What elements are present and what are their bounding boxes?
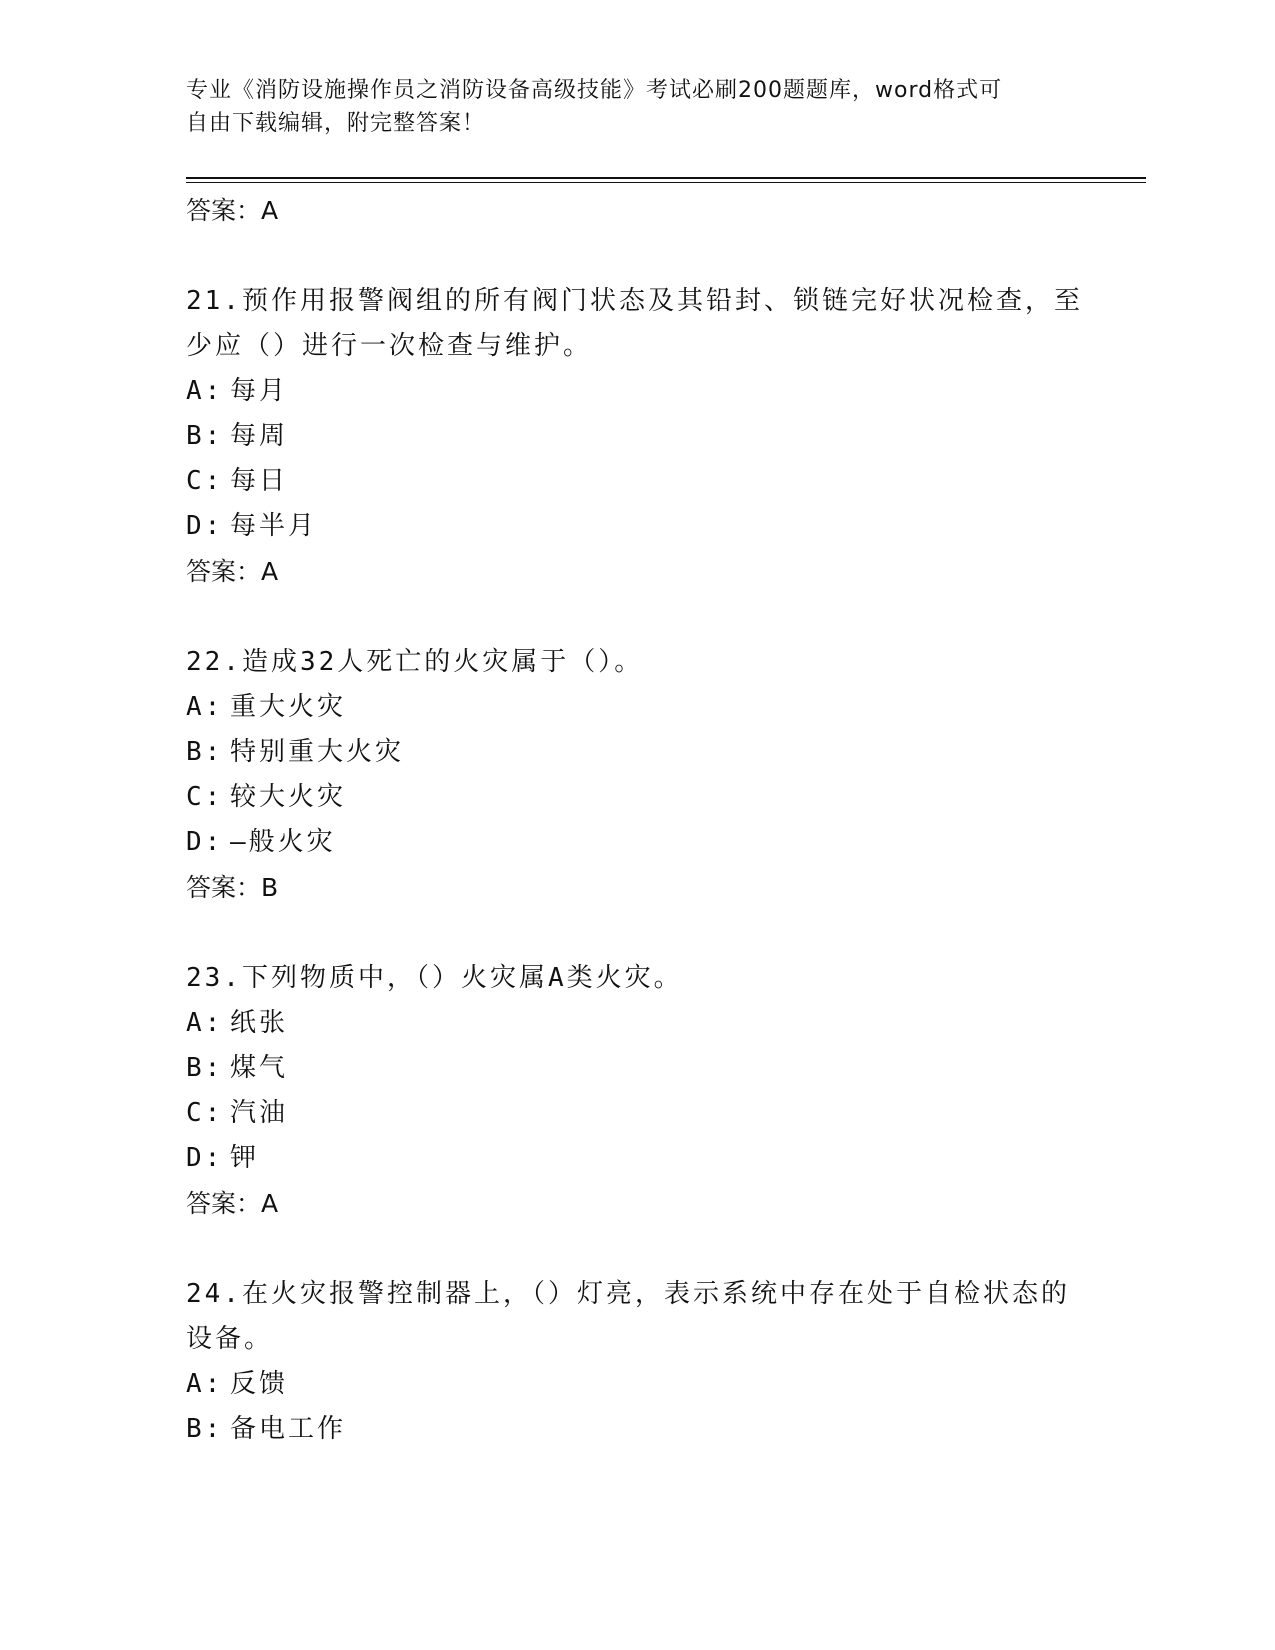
- header-line-1: 专业《消防设施操作员之消防设备高级技能》考试必刷200题题库，word格式可: [186, 78, 1003, 103]
- option-letter: B:: [186, 421, 224, 451]
- option-letter: D:: [186, 1143, 224, 1173]
- answer-line: 答案：A: [186, 557, 279, 586]
- option-letter: A:: [186, 1008, 224, 1038]
- option-letter: B:: [186, 1053, 224, 1083]
- option-d: [186, 504, 1086, 549]
- question-text: 22.造成32人死亡的火灾属于（）。: [186, 647, 644, 677]
- option-c: [186, 775, 1086, 820]
- header-line-2: 自由下载编辑，附完整答案！: [186, 111, 486, 136]
- option-text: 特别重大火灾: [230, 737, 405, 767]
- question-text: 21.预作用报警阀组的所有阀门状态及其铅封、锁链完好状况检查，至: [186, 286, 1083, 316]
- option-text: 每月: [230, 376, 289, 406]
- option-letter: A:: [186, 376, 224, 406]
- option-letter: C:: [186, 466, 224, 496]
- option-text: 反馈: [230, 1369, 289, 1399]
- option-a: [186, 1362, 1086, 1407]
- option-b: [186, 730, 1086, 775]
- question-block-21: [186, 279, 1086, 594]
- answer-line: 答案：A: [186, 1189, 279, 1218]
- option-letter: C:: [186, 1098, 224, 1128]
- option-a: [186, 1001, 1086, 1046]
- option-text: 钾: [230, 1143, 260, 1173]
- option-c: [186, 459, 1086, 504]
- question-block-23: [186, 956, 1086, 1226]
- option-text: 汽油: [230, 1098, 289, 1128]
- option-text: 每日: [230, 466, 289, 496]
- option-a: [186, 369, 1086, 414]
- option-letter: D:: [186, 827, 224, 857]
- document-header: [186, 74, 1066, 140]
- previous-answer: 答案：A: [186, 196, 279, 225]
- option-text: 纸张: [230, 1008, 289, 1038]
- option-a: [186, 685, 1086, 730]
- question-text: 23.下列物质中，（）火灾属A类火灾。: [186, 963, 683, 993]
- header-divider-thick: [186, 177, 1146, 179]
- answer-line: 答案：B: [186, 873, 279, 902]
- option-letter: C:: [186, 782, 224, 812]
- option-d: [186, 820, 1086, 865]
- question-text-continued: 设备。: [186, 1324, 274, 1354]
- option-letter: D:: [186, 511, 224, 541]
- option-letter: A:: [186, 692, 224, 722]
- option-b: [186, 1407, 1086, 1452]
- option-b: [186, 1046, 1086, 1091]
- question-block-22: [186, 640, 1086, 910]
- option-letter: B:: [186, 737, 224, 767]
- question-text: 24.在火灾报警控制器上，（）灯亮，表示系统中存在处于自检状态的: [186, 1279, 1070, 1309]
- option-text: 备电工作: [230, 1414, 347, 1444]
- option-letter: A:: [186, 1369, 224, 1399]
- question-block-24: [186, 1272, 1086, 1452]
- option-b: [186, 414, 1086, 459]
- option-d: [186, 1136, 1086, 1181]
- option-text: 煤气: [230, 1053, 289, 1083]
- question-list: [186, 188, 1086, 1452]
- option-c: [186, 1091, 1086, 1136]
- option-text: 每半月: [230, 511, 318, 541]
- option-text: 重大火灾: [230, 692, 347, 722]
- option-text: —般火灾: [230, 827, 336, 857]
- option-text: 每周: [230, 421, 289, 451]
- option-letter: B:: [186, 1414, 224, 1444]
- header-divider-thin: [186, 182, 1146, 183]
- question-text-continued: 少应（）进行一次检查与维护。: [186, 331, 593, 361]
- option-text: 较大火灾: [230, 782, 347, 812]
